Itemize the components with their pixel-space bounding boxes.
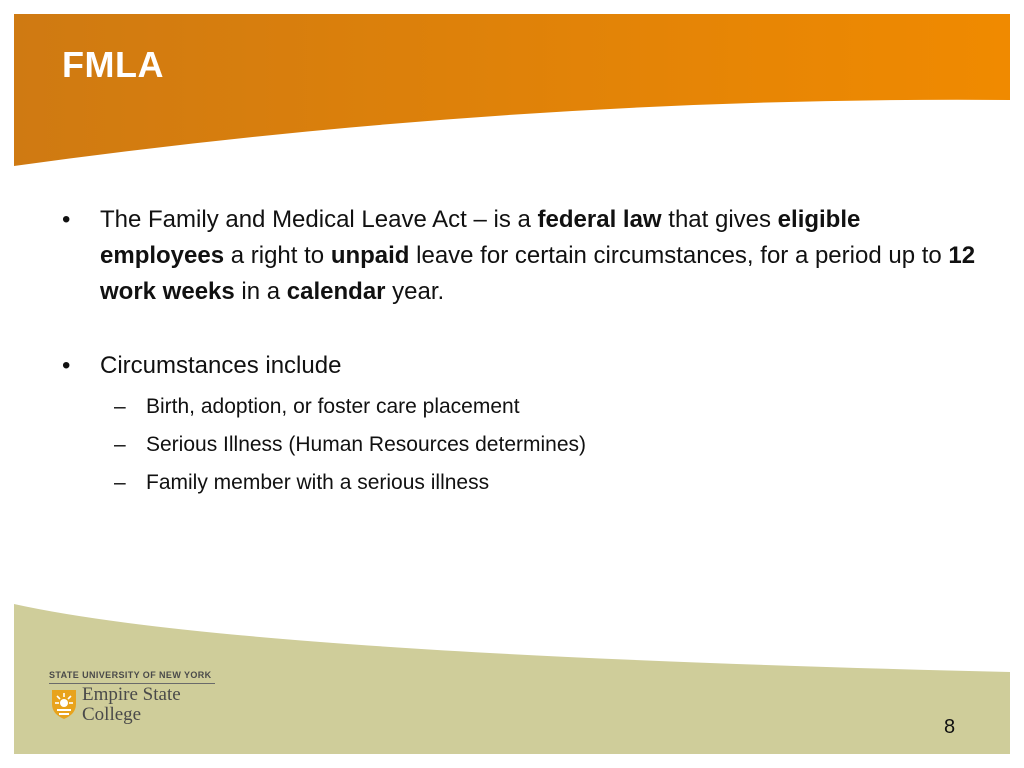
bold-calendar: calendar: [286, 278, 386, 305]
bullet-marker: •: [62, 206, 71, 233]
bullet-circumstances: [58, 348, 978, 384]
list-item-text: Family member with a serious illness: [146, 471, 490, 494]
sunburst-shield-icon: [49, 686, 79, 720]
logo-name-line2: College: [82, 704, 142, 725]
bullet-text: Circumstances include: [100, 352, 342, 379]
page-number: 8: [944, 716, 956, 738]
logo-name-line1: Empire State: [82, 684, 181, 705]
list-item: [58, 464, 978, 502]
slide-title: FMLA: [62, 44, 164, 85]
bullet-marker: •: [62, 352, 71, 379]
dash-marker: –: [114, 433, 126, 456]
header-band: [0, 0, 1024, 180]
bold-unpaid: unpaid: [330, 242, 410, 269]
college-logo: [46, 664, 226, 734]
circumstances-list: [58, 388, 978, 502]
text-segment: in a: [234, 278, 287, 305]
text-segment: a right to: [224, 242, 331, 269]
slide-content: [58, 202, 978, 502]
bullet-text: [100, 206, 975, 305]
list-item: [58, 388, 978, 426]
list-item-text: Birth, adoption, or foster care placement: [146, 395, 520, 418]
bold-federal-law: federal law: [537, 206, 662, 233]
logo-suny-label: STATE UNIVERSITY OF NEW YORK: [49, 670, 212, 680]
dash-marker: –: [114, 471, 126, 494]
text-segment: that gives: [661, 206, 778, 233]
text-segment: year.: [385, 278, 445, 305]
list-item: [58, 426, 978, 464]
dash-marker: –: [114, 395, 126, 418]
list-item-text: Serious Illness (Human Resources determines): [146, 433, 587, 456]
text-segment: The Family and Medical Leave Act – is a: [100, 206, 538, 233]
bold-eligible-employees: eligible employees: [100, 206, 861, 269]
bold-12-work-weeks: 12 work weeks: [100, 242, 976, 305]
bullet-fmla-definition: [58, 202, 978, 310]
text-segment: leave for certain circumstances, for a period up to: [409, 242, 949, 269]
